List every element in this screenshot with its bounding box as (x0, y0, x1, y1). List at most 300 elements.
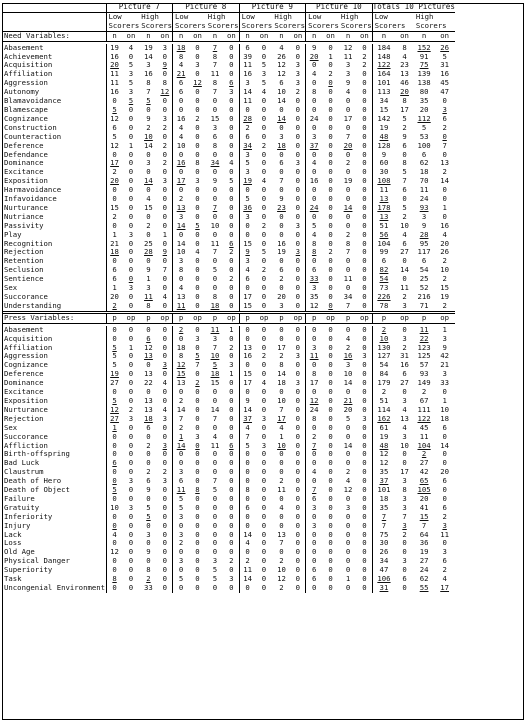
column-code: n (106, 31, 123, 41)
table-cell: 0 (328, 575, 333, 584)
table-cell: 0 (239, 284, 256, 293)
table-cell: 0 (328, 97, 333, 106)
row-label: Exposition (4, 177, 48, 186)
table-cell: 5 (212, 486, 218, 495)
table-cell: 8 (212, 293, 218, 301)
table-cell: 45 (419, 423, 429, 432)
table-cell: 0 (295, 343, 301, 352)
table-cell: 3 (442, 548, 447, 557)
table-cell: 0 (295, 105, 301, 114)
table-cell: 56 (372, 231, 395, 240)
table-cell: 8 (173, 266, 190, 275)
table-cell: 20 (419, 494, 429, 503)
table-cell: 0 (328, 43, 333, 52)
table-cell: 130 (372, 344, 395, 353)
table-cell: 0 (128, 186, 134, 195)
row-label: Inferiority (4, 512, 53, 521)
table-cell: 11 (419, 432, 429, 441)
table-cell: 19 (106, 44, 123, 53)
table-cell: 4 (402, 405, 407, 414)
table-cell: 11 (343, 275, 353, 284)
subgroup-label: Low (372, 12, 414, 21)
table-cell: 2 (279, 584, 284, 592)
table-cell: 0 (261, 530, 267, 539)
table-cell: 5 (212, 566, 218, 575)
table-cell: 7 (279, 177, 284, 186)
table-row (2, 477, 455, 486)
table-cell: 9 (442, 343, 447, 352)
table-cell: 8 (146, 79, 151, 88)
table-cell: 0 (362, 70, 367, 79)
table-cell: 0 (173, 97, 190, 106)
table-cell: 0 (279, 548, 284, 557)
group-header: Picture 9 (239, 3, 306, 12)
table-cell: 11 (343, 52, 353, 61)
table-cell: 3 (442, 521, 447, 530)
table-cell: 2 (328, 248, 333, 257)
table-row (2, 168, 455, 177)
table-cell: 3 (173, 257, 190, 266)
table-cell: 0 (295, 141, 301, 150)
table-cell: 0 (279, 512, 284, 521)
table-cell: 0 (306, 584, 323, 593)
table-cell: 3 (195, 432, 200, 441)
table-cell: 0 (162, 105, 168, 114)
table-cell: 0 (128, 432, 134, 441)
table-cell: 0 (345, 459, 351, 468)
column-code: on (189, 31, 206, 41)
table-cell: 0 (128, 450, 134, 459)
table-cell: 0 (261, 557, 267, 566)
table-cell: 15 (106, 204, 123, 213)
table-cell: 0 (229, 293, 234, 301)
table-cell: 2 (146, 221, 151, 230)
table-cell: 4 (162, 379, 168, 388)
table-cell: 6 (239, 504, 256, 513)
table-cell: 5 (173, 575, 190, 584)
row-label: Understanding (4, 301, 62, 310)
table-cell: 0 (345, 266, 351, 275)
table-cell: 2 (295, 88, 301, 97)
table-cell: 10 (210, 352, 220, 361)
table-cell: 6 (442, 423, 447, 432)
table-row (2, 97, 455, 106)
table-cell: 7 (345, 132, 351, 141)
table-cell: 70 (419, 177, 429, 186)
table-cell: 16 (277, 239, 286, 248)
table-cell: 62 (419, 575, 429, 584)
table-cell: 0 (295, 423, 301, 432)
table-cell: 14 (144, 52, 153, 61)
table-cell: 8 (106, 575, 123, 584)
row-label: Gratuity (4, 503, 40, 512)
table-cell: 0 (328, 212, 333, 221)
table-cell: 3 (229, 575, 234, 584)
table-cell: 14 (144, 177, 153, 186)
table-cell: 0 (128, 132, 134, 141)
row-label: Birth-offspring (4, 450, 70, 459)
table-cell: 0 (239, 513, 256, 522)
table-cell: 51 (372, 222, 395, 231)
table-cell: 0 (345, 168, 351, 177)
table-cell: 2 (402, 212, 407, 221)
table-cell: 0 (362, 168, 367, 177)
table-cell: 0 (279, 168, 284, 177)
table-cell: 0 (195, 239, 200, 248)
table-cell: 4 (345, 334, 351, 343)
table-cell: 0 (195, 423, 200, 432)
column-code: op (224, 312, 239, 323)
scorers-row (2, 22, 455, 31)
table-cell: 16 (440, 70, 450, 79)
table-cell: 4 (239, 539, 256, 548)
table-cell: 0 (328, 584, 333, 592)
table-cell: 1 (328, 52, 333, 61)
table-cell: 0 (146, 257, 151, 266)
table-row (2, 415, 455, 424)
table-cell: 0 (128, 221, 134, 230)
table-cell: 0 (195, 539, 200, 548)
table-cell: 0 (162, 486, 168, 495)
table-cell: 0 (306, 213, 323, 222)
table-cell: 3 (146, 61, 151, 70)
table-cell: 0 (146, 212, 151, 221)
table-cell: 2 (128, 405, 134, 414)
table-cell: 99 (372, 248, 395, 257)
table-cell: 4 (229, 159, 234, 168)
table-cell: 0 (195, 557, 200, 566)
table-cell: 4 (261, 88, 267, 97)
table-cell: 0 (362, 477, 367, 486)
table-cell: 0 (345, 105, 351, 114)
table-cell: 0 (162, 584, 168, 592)
table-cell: 4 (402, 230, 407, 239)
table-cell: 0 (162, 423, 168, 432)
table-cell: 0 (362, 405, 367, 414)
table-cell: 0 (162, 530, 168, 539)
table-cell: 5 (106, 397, 123, 406)
table-cell: 0 (195, 343, 200, 352)
table-cell: 2 (229, 343, 234, 352)
table-cell: 7 (162, 266, 168, 275)
table-cell: 0 (229, 195, 234, 204)
table-cell: 0 (328, 379, 333, 388)
row-label: Construction (4, 123, 57, 132)
table-cell: 0 (328, 159, 333, 168)
table-cell: 0 (128, 52, 134, 61)
table-row (2, 397, 455, 406)
table-cell: 0 (362, 212, 367, 221)
table-cell: 0 (146, 388, 151, 397)
table-cell: 7 (372, 513, 395, 522)
table-cell: 0 (306, 513, 323, 522)
table-row (2, 379, 455, 388)
column-code: p (306, 312, 323, 323)
table-cell: 0 (162, 195, 168, 204)
table-cell: 6 (106, 275, 123, 284)
table-cell: 15 (144, 203, 153, 212)
table-cell: 5 (106, 106, 123, 115)
table-cell: 0 (261, 114, 267, 123)
table-cell: 0 (295, 230, 301, 239)
column-code: op (291, 312, 306, 323)
table-cell: 101 (372, 486, 395, 495)
table-cell: 3 (173, 513, 190, 522)
table-cell: 5 (128, 97, 134, 106)
table-cell: 0 (295, 459, 301, 468)
table-cell: 0 (328, 239, 333, 248)
table-cell: 0 (261, 123, 267, 132)
table-cell: 1 (162, 230, 168, 239)
table-cell: 0 (261, 432, 267, 441)
table-cell: 0 (345, 186, 351, 195)
table-cell: 2 (173, 195, 190, 204)
table-cell: 0 (106, 477, 123, 486)
table-cell: 6 (442, 114, 447, 123)
table-cell: 46 (400, 79, 409, 88)
table-cell: 0 (362, 257, 367, 266)
table-cell: 0 (295, 370, 301, 379)
table-row (2, 557, 455, 566)
table-row (2, 79, 455, 88)
table-cell: 0 (279, 494, 284, 503)
table-cell: 45 (440, 79, 450, 88)
table-cell: 7 (212, 203, 218, 212)
table-cell: 16 (239, 70, 256, 79)
table-cell: 0 (212, 539, 218, 548)
table-cell: 5 (212, 575, 218, 584)
table-cell: 3 (442, 334, 447, 343)
table-cell: 0 (279, 221, 284, 230)
table-cell: 15 (173, 370, 190, 379)
table-cell: 3 (195, 61, 200, 70)
table-cell: 3 (345, 361, 351, 370)
table-cell: 2 (239, 557, 256, 566)
table-cell: 0 (328, 486, 333, 495)
table-cell: 3 (402, 301, 407, 310)
table-cell: 0 (362, 441, 367, 450)
table-cell: 0 (402, 566, 407, 575)
table-cell: 0 (195, 441, 200, 450)
table-cell: 0 (362, 521, 367, 530)
table-cell: 3 (402, 557, 407, 566)
table-row (2, 275, 455, 284)
table-cell: 0 (229, 423, 234, 432)
row-label: Cognizance (4, 361, 48, 370)
table-cell: 8 (195, 159, 200, 168)
table-cell: 0 (239, 522, 256, 531)
table-cell: 0 (306, 450, 323, 459)
table-cell: 14 (239, 406, 256, 415)
table-cell: 4 (162, 405, 168, 414)
table-cell: 12 (372, 459, 395, 468)
row-label: Excitance (4, 168, 44, 177)
table-cell: 6 (442, 477, 447, 486)
column-code: p (239, 312, 256, 323)
table-cell: 0 (328, 468, 333, 477)
table-cell: 8 (212, 141, 218, 150)
table-cell: 1 (128, 343, 134, 352)
table-cell: 0 (362, 248, 367, 257)
row-label: Passivity (4, 221, 44, 230)
subgroup-label: Low (173, 12, 206, 21)
table-cell: 0 (345, 539, 351, 548)
table-cell: 31 (372, 584, 395, 593)
table-cell: 0 (362, 539, 367, 548)
table-row (2, 539, 455, 548)
table-cell: 0 (362, 557, 367, 566)
table-cell: 11 (210, 325, 220, 334)
table-row (2, 53, 455, 62)
table-cell: 11 (372, 186, 395, 195)
table-cell: 5 (106, 486, 123, 495)
table-cell: 0 (328, 334, 333, 343)
table-cell: 0 (229, 548, 234, 557)
table-cell: 20 (277, 293, 286, 301)
column-code: op (158, 312, 173, 323)
table-cell: 18 (173, 44, 190, 53)
table-row (2, 222, 455, 231)
table-cell: 0 (128, 423, 134, 432)
table-cell: 0 (173, 566, 190, 575)
table-cell: 11 (400, 284, 409, 293)
table-row (2, 495, 455, 504)
table-cell: 0 (261, 293, 267, 301)
table-cell: 27 (400, 248, 409, 257)
row-label: Death of Object (4, 486, 70, 495)
table-cell: 0 (295, 441, 301, 450)
table-cell: 142 (372, 115, 395, 124)
table-cell: 13 (144, 370, 153, 379)
table-cell: 0 (128, 379, 134, 388)
table-cell: 0 (212, 494, 218, 503)
table-cell: 0 (162, 450, 168, 459)
table-cell: 0 (146, 539, 151, 548)
table-cell: 0 (212, 423, 218, 432)
table-cell: 9 (162, 61, 168, 70)
table-cell: 7 (146, 88, 151, 97)
table-cell: 10 (400, 441, 409, 450)
table-cell: 11 (173, 486, 190, 495)
table-cell: 2 (362, 61, 367, 70)
table-cell: 5 (442, 52, 447, 61)
table-cell: 138 (417, 79, 431, 88)
table-cell: 9 (146, 266, 151, 275)
row-label: Task (4, 575, 22, 584)
table-cell: 112 (417, 114, 431, 123)
table-cell: 0 (229, 203, 234, 212)
table-cell: 0 (442, 459, 447, 468)
table-cell: 0 (362, 150, 367, 159)
table-cell: 0 (229, 414, 234, 423)
table-cell: 14 (400, 266, 409, 275)
table-cell: 0 (328, 370, 333, 379)
table-cell: 2 (279, 352, 284, 361)
table-cell: 4 (279, 43, 284, 52)
table-cell: 0 (239, 584, 256, 593)
table-cell: 0 (402, 539, 407, 548)
table-row (2, 486, 455, 495)
table-cell: 0 (229, 230, 234, 239)
table-cell: 0 (328, 361, 333, 370)
table-cell: 178 (372, 204, 395, 213)
table-cell: 0 (295, 548, 301, 557)
table-cell: 14 (277, 114, 286, 123)
corner-cell (2, 22, 106, 31)
table-cell: 12 (106, 142, 123, 151)
table-cell: 2 (279, 557, 284, 566)
table-cell: 0 (261, 186, 267, 195)
table-cell: 1 (279, 432, 284, 441)
table-row (2, 257, 455, 266)
table-cell: 10 (277, 441, 286, 450)
table-cell: 0 (162, 548, 168, 557)
table-cell: 0 (128, 203, 134, 212)
table-cell: 31 (440, 61, 450, 70)
column-code: n (139, 31, 157, 41)
table-cell: 0 (239, 231, 256, 240)
table-cell: 0 (328, 343, 333, 352)
table-cell: 3 (239, 257, 256, 266)
table-cell: 12 (106, 115, 123, 124)
table-cell: 5 (239, 195, 256, 204)
table-cell: 5 (239, 159, 256, 168)
table-cell: 3 (128, 70, 134, 79)
table-cell: 6 (239, 44, 256, 53)
table-cell: 25 (144, 239, 153, 248)
table-cell: 0 (146, 186, 151, 195)
table-cell: 0 (239, 361, 256, 370)
table-cell: 21 (173, 70, 190, 79)
table-cell: 0 (229, 61, 234, 70)
table-cell: 0 (295, 301, 301, 310)
table-cell: 9 (372, 151, 395, 160)
table-cell: 0 (306, 548, 323, 557)
table-cell: 11 (144, 293, 153, 301)
table-cell: 0 (128, 557, 134, 566)
table-cell: 4 (279, 503, 284, 512)
table-cell: 4 (442, 575, 447, 584)
table-cell: 5 (106, 352, 123, 361)
table-cell: 0 (162, 539, 168, 548)
table-cell: 36 (239, 204, 256, 213)
table-cell: 6 (239, 133, 256, 142)
table-cell: 6 (402, 186, 407, 195)
table-cell: 0 (195, 575, 200, 584)
table-cell: 0 (146, 557, 151, 566)
row-label: Deference (4, 370, 44, 379)
table-cell: 5 (402, 114, 407, 123)
table-row (2, 361, 455, 370)
table-cell: 0 (162, 503, 168, 512)
table-row (2, 70, 455, 79)
table-cell: 3 (162, 43, 168, 52)
table-cell: 0 (295, 361, 301, 370)
table-cell: 0 (328, 566, 333, 575)
table-cell: 0 (345, 325, 351, 334)
table-cell: 3 (229, 361, 234, 370)
table-cell: 3 (239, 168, 256, 177)
table-cell: 0 (162, 239, 168, 248)
table-cell: 14 (343, 379, 353, 388)
table-cell: 37 (372, 477, 395, 486)
table-cell: 0 (328, 203, 333, 212)
table-cell: 8 (173, 352, 190, 361)
table-cell: 0 (328, 521, 333, 530)
table-cell: 1 (106, 284, 123, 293)
table-cell: 0 (128, 548, 134, 557)
table-cell: 122 (417, 414, 431, 423)
